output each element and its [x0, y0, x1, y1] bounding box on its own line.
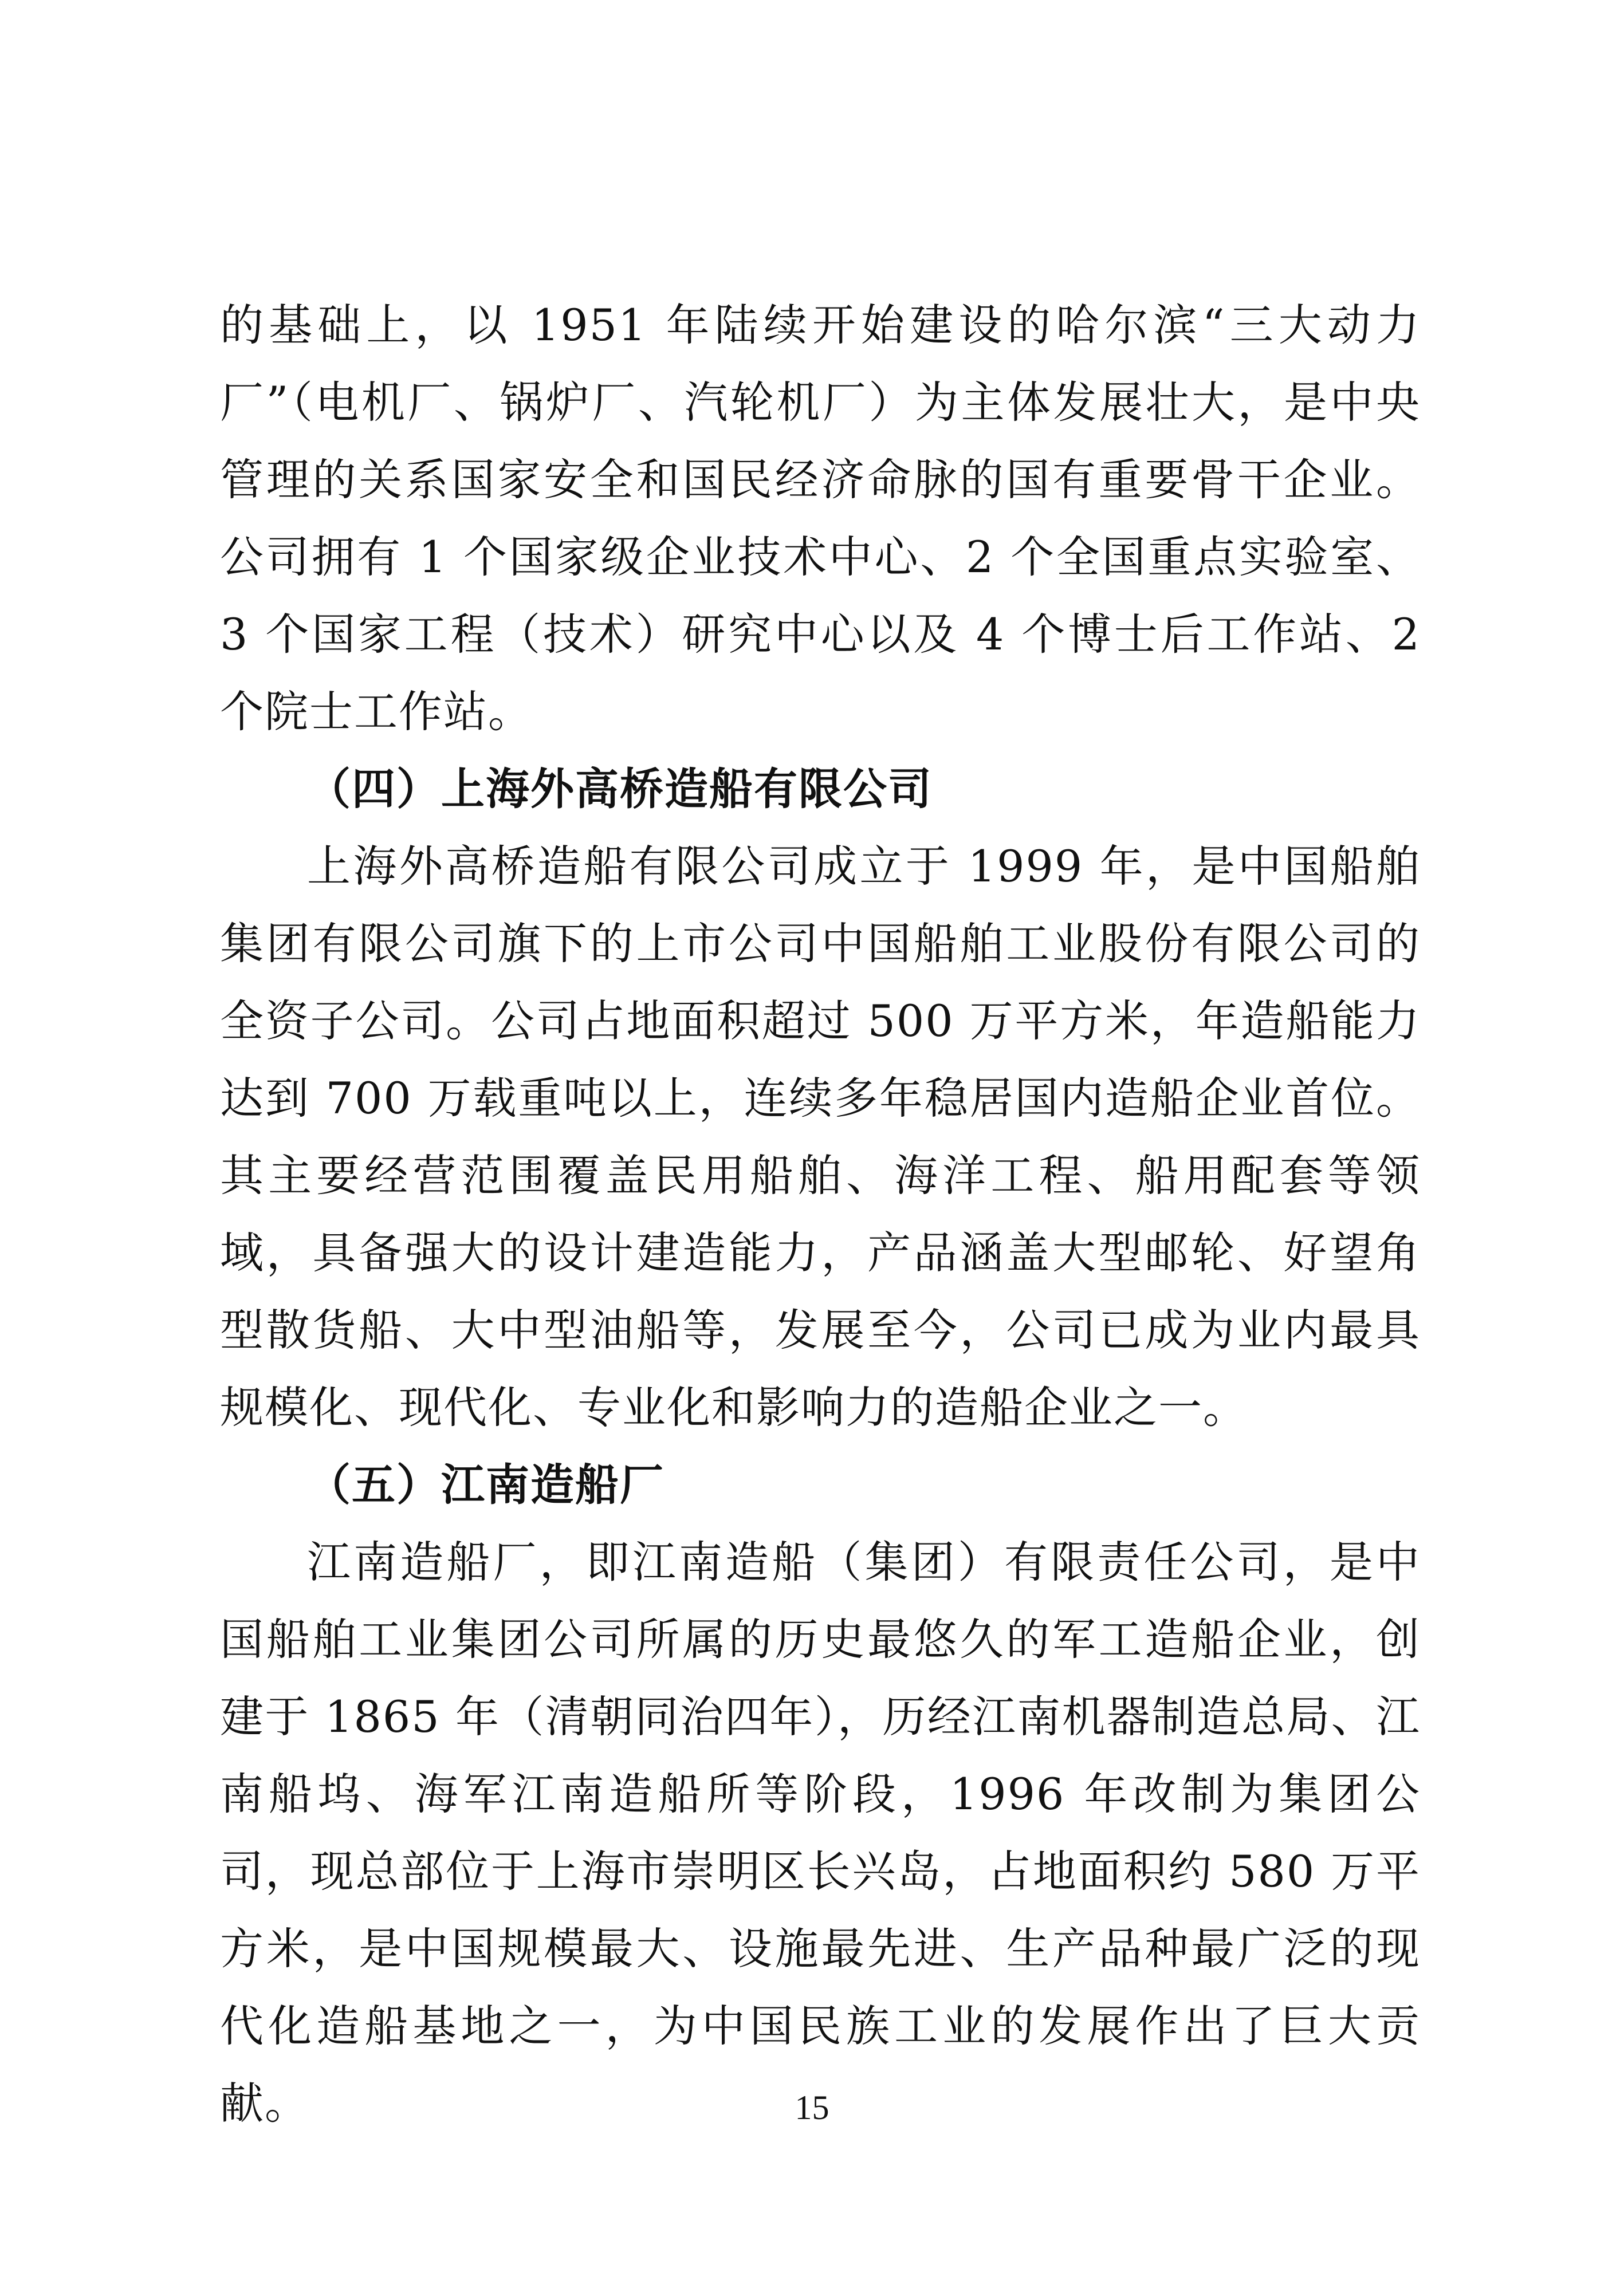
document-body — [220, 286, 1421, 2142]
page-number: 15 — [795, 2089, 829, 2126]
section-heading-waigaoqiao: （四）上海外高桥造船有限公司 — [307, 763, 933, 814]
paragraph-harbin-electric-continued: 的基础上，以 1951 年陆续开始建设的哈尔滨“三大动力厂”（电机厂、锅炉厂、汽轮机厂）为主体发展壮大，是中央管理的关系国家安全和国民经济命脉的国有重要骨干企业。公司拥有 1 个国家级企业技术中心、2 个全国重点实验室、3 个国家工程（技术）研究中心以及 4 个博士后工作站、2 个院士工作站。 — [220, 300, 1421, 737]
paragraph-jiangnan: 江南造船厂，即江南造船（集团）有限责任公司，是中国船舶工业集团公司所属的历史最悠久的军工造船企业，创建于 1865 年（清朝同治四年），历经江南机器制造总局、江南船坞、海军江南造船所等阶段，1996 年改制为集团公司，现总部位于上海市崇明区长兴岛，占地面积约 580 万平方米，是中国规模最大、设施最先进、生产品种最广泛的现代化造船基地之一，为中国民族工业的发展作出了巨大贡献。 — [220, 1537, 1421, 2129]
paragraph-waigaoqiao: 上海外高桥造船有限公司成立于 1999 年，是中国船舶集团有限公司旗下的上市公司中国船舶工业股份有限公司的全资子公司。公司占地面积超过 500 万平方米，年造船能力达到 700 万载重吨以上，连续多年稳居国内造船企业首位。其主要经营范围覆盖民用船舶、海洋工程、船用配套等领域，具备强大的设计建造能力，产品涵盖大型邮轮、好望角型散货船、大中型油船等，发展至今，公司已成为业内最具规模化、现代化、专业化和影响力的造船企业之一。 — [220, 841, 1421, 1433]
section-heading-jiangnan: （五）江南造船厂 — [307, 1459, 664, 1510]
